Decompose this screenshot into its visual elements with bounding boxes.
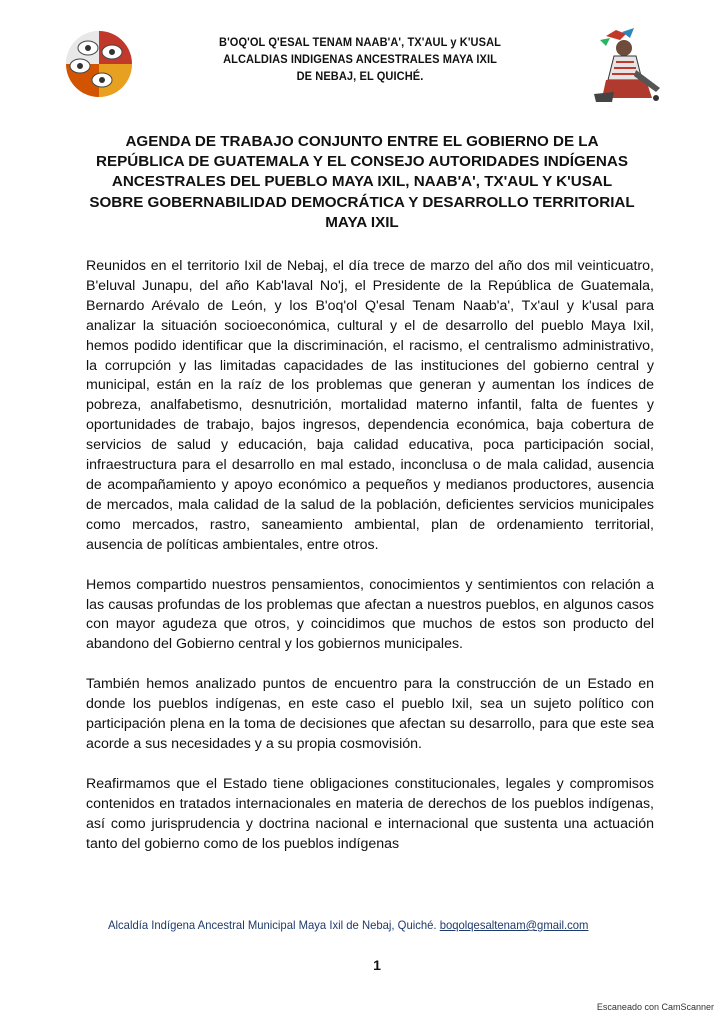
title-line-3: ANCESTRALES DEL PUEBLO MAYA IXIL, NAAB'A', TX'AUL Y K'USAL [111,173,613,191]
scanner-watermark: Escaneado con CamScanner [596,1002,714,1012]
municipal-seals-logo [58,30,140,98]
letterhead-title [194,34,525,85]
page-number: 1 [373,957,381,973]
paragraph-3: También hemos analizado puntos de encuentro para la construcción de un Estado en donde los pueblos indígenas, en este caso el pueblo Ixil, sea un sujeto político con participación plena en la toma de decisiones que afectan su desarrollo, para que este sea acorde a sus necesidades y a su propia cosmovisión. [86,676,654,752]
footer [108,918,616,932]
letterhead [0,0,724,110]
title-line-5: MAYA IXIL [325,213,399,231]
title-line-1: AGENDA DE TRABAJO CONJUNTO ENTRE EL GOBIERNO DE LA [125,133,599,150]
document-body [86,257,654,874]
ixil-weaver-illustration [586,22,670,106]
letterhead-line-3: DE NEBAJ, EL QUICHÉ. [296,69,424,83]
paragraph-4: Reafirmamos que el Estado tiene obligaciones constitucionales, legales y compromisos contenidos en tratados internacionales en materia de derechos de los pueblos indígenas, así como jurisprudencia y doctrina nacional e internacional que sustenta una actuación tanto del gobierno como de los pueblos indígenas [86,775,654,852]
footer-text: Alcaldía Indígena Ancestral Municipal Maya Ixil de Nebaj, Quiché. [108,918,440,932]
title-line-4: SOBRE GOBERNABILIDAD DEMOCRÁTICA Y DESARROLLO TERRITORIAL [89,193,635,211]
paragraph-2: Hemos compartido nuestros pensamientos, conocimientos y sentimientos con relación a las causas profundas de los problemas que afectan a nuestros pueblos, en algunos casos con mayor agudeza que otros, y coincidimos que muchos de estos son producto del abandono del Gobierno central y los gobiernos municipales. [86,576,654,653]
letterhead-line-1: B'OQ'OL Q'ESAL TENAM NAAB'A', TX'AUL y K'USAL [219,35,501,49]
document-title [80,132,644,233]
footer-email-link[interactable]: boqolqesaltenam@gmail.com [439,918,589,932]
letterhead-line-2: ALCALDIAS INDIGENAS ANCESTRALES MAYA IXIL [223,52,497,66]
title-line-2: REPÚBLICA DE GUATEMALA Y EL CONSEJO AUTORIDADES INDÍGENAS [96,153,628,171]
paragraph-1: Reunidos en el territorio Ixil de Nebaj, el día trece de marzo del año dos mil veinticuatro, B'eluval Junapu, del año Kab'laval No'j, el Presidente de la República de Guatemala, Bernardo Arévalo de León, y los B'oq'ol Q'esal Tenam Naab'a', Tx'aul y k'usal para analizar la situación socioeconómica, cultural y el de desarrollo del pueblo Maya Ixil, hemos podido identificar que la discriminación, el racismo, el centralismo administrativo, la corrupción y las limitadas capacidades de las instituciones del gobierno central y municipal, están en la raíz de los problemas que generan y aumentan los índices de pobreza, analfabetismo, desnutrición, mortalidad materno infantil, falta de fuentes y oportunidades de trabajo, bajos ingresos, dependencia económica, baja cobertura de servicios de salud y educación, baja calidad educativa, poca participación social, infraestructura para el desarrollo en mal estado, inconclusa o de mala calidad, ausencia de acompañamiento y apoyo económico a pequeños y medianos productores, ausencia de mercados, mala calidad de la salud de la población, deficientes servicios municipales como mercados, rastro, saneamiento ambiental, plan de ordenamiento territorial, ausencia de políticas ambientales, entre otros. [86,258,654,553]
